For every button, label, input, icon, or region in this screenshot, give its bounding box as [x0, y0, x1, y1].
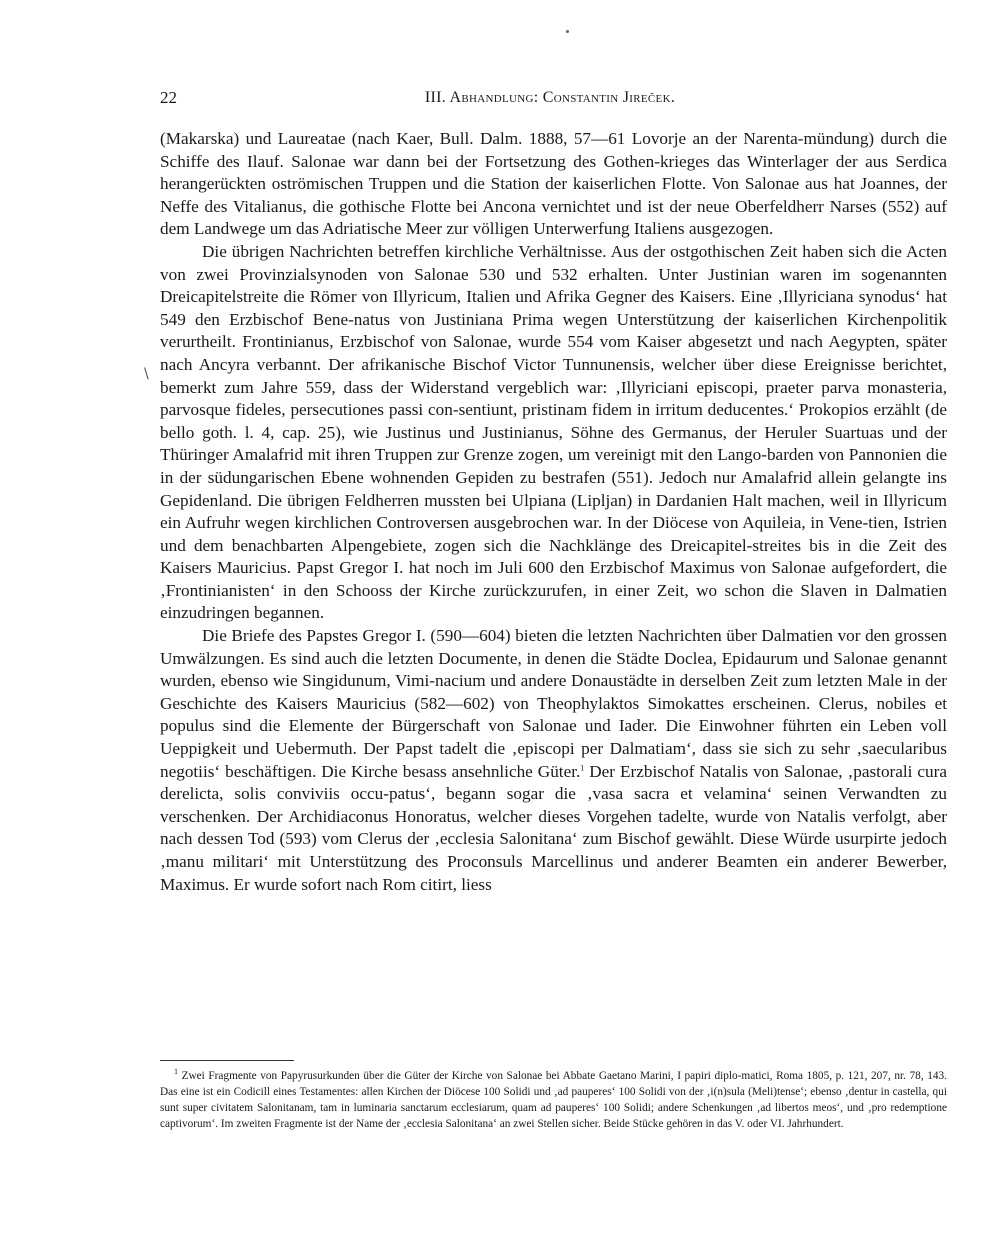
- page-number: 22: [160, 88, 177, 107]
- paragraph: (Makarska) und Laureatae (nach Kaer, Bull. Dalm. 1888, 57—61 Lovorje an der Narenta-mündung) durch die Schiffe des Ilauf. Salonae war dann bei der Fortsetzung des Gothen-krieges das Winterlager der aus Serdica herangerückten oströmischen Truppen und die Station der kaiserlichen Flotte. Von Salonae aus hat Joannes, der Neffe des Vitalianus, die gothische Flotte bei Ancona vernichtet und ist der neue Oberfeldherr Narses (552) auf dem Landwege um das Adriatische Meer zur völligen Unterwerfung Italiens ausgezogen.: [160, 129, 947, 239]
- paragraph-text: Die Briefe des Papstes Gregor I. (590—604) bieten die letzten Nachrichten über Dalmatien vor den grossen Umwälzungen. Es sind auch die letzten Documente, in denen die Städte Doclea, Epidaurum und Salonae genannt wurden, ebenso wie Singidunum, Vimi-nacium und andere Donaustädte in derselben Zeit zum letzten Male in der Geschichte des Kaisers Mauricius (582—602) von Theophylaktos Simokattes erscheinen. Clerus, nobiles et populus sind die Elemente der Bürgerschaft von Salonae und Iader. Die Einwohner führten ein Leben voll Ueppigkeit und Uebermuth. Der Papst tadelt die ‚episcopi per Dalmatiam‘, dass sie sich zu sehr ‚saecularibus negotiis‘ beschäftigen. Die Kirche besass ansehnliche Güter.: [160, 626, 947, 781]
- footnote-rule: [160, 1060, 294, 1061]
- paragraph-text-continued: Der Erzbischof Natalis von Salonae, ‚pastorali cura derelicta, solis conviviis occu-patus‘, begann sogar die ‚vasa sacra et velamina‘ seinen Verwandten zu verschenken. Der Archidiaconus Honoratus, welcher dieses Vorgehen tadelte, wurde von Natalis verfolgt, aber nach dessen Tod (593) vom Clerus der ‚ecclesia Salonitana‘ zum Bischof gewählt. Diese Würde usurpirte jedoch ‚manu militari‘ mit Unterstützung des Proconsuls Marcellinus und anderer Beamten ein anderer Bewerber, Maximus. Er wurde sofort nach Rom citirt, liess: [160, 761, 947, 894]
- footnote-marker: 1: [174, 1067, 178, 1077]
- margin-annotation-mark: \: [144, 366, 149, 382]
- stray-dot: [566, 30, 569, 33]
- paragraph: [160, 625, 947, 896]
- main-text: [160, 128, 947, 896]
- footnote-text: Zwei Fragmente von Papyrusurkunden über die Güter der Kirche von Salonae bei Abbate Gaetano Marini, I papiri diplo-matici, Roma 1805, p. 121, 207, nr. 78, 143. Das eine ist ein Codicill eines Testamentes: allen Kirchen der Diöcese 100 Solidi und ‚ad pauperes‘ 100 Solidi von der ‚i(n)sula (Meli)tense‘; ebenso ‚dentur in castella, qui sunt super civitatem Salonitanam, tam in luminaria sanctarum ecclesiarum, quam ad pauperes‘ 100 Solidi; andere Schenkungen ‚ad libertos meos‘, und ‚pro redemptione captivorum‘. Im zweiten Fragmente ist der Name der ‚ecclesia Salonitana‘ an zwei Stellen sicher. Beide Stücke gehören in das V. oder VI. Jahrhundert.: [160, 1070, 947, 1131]
- running-title: III. Abhandlung: Constantin Jireček.: [424, 89, 676, 106]
- paragraph: Die übrigen Nachrichten betreffen kirchliche Verhältnisse. Aus der ostgothischen Zeit haben sich die Acten von zwei Provinzialsynoden von Salonae 530 und 532 erhalten. Unter Justinian waren im sogenannten Dreicapitelstreite die Römer von Illyricum, Italien und Afrika Gegner des Kaisers. Eine ‚Illyriciana synodus‘ hat 549 den Erzbischof Bene-natus von Justiniana Prima wegen Unterstützung der kaiserlichen Kirchenpolitik verurtheilt. Frontinianus, Erzbischof von Salonae, wurde 554 vom Kaiser abgesetzt und nach Aegypten, später nach Ancyra verbannt. Der afrikanische Bischof Victor Tunnunensis, welcher über diese Ereignisse berichtet, bemerkt zum Jahre 559, dass der Widerstand vergeblich war: ‚Illyriciani episcopi, praeter parva monasteria, parvosque fideles, persecutiones passi con-sentiunt, pristinam fidem in irritum deducentes.‘ Prokopios erzählt (de bello goth. l. 4, cap. 25), wie Justinus und Justinianus, Söhne des Germanus, der Heruler Suartuas und der Thüringer Amalafrid mit ihren Truppen zur Grenze zogen, um vereinigt mit den Lango-barden von Pannonien die in der südungarischen Ebene wohnenden Gepiden zu bestrafen (551). Jedoch nur Amalafrid allein gelangte ins Gepidenland. Die übrigen Feldherren mussten bei Ulpiana (Lipljan) in Dardanien Halt machen, weil in Illyricum ein Aufruhr wegen kirchlichen Controversen ausgebrochen war. In der Diöcese von Aquileia, in Vene-tien, Istrien und dem benachbarten Alpengebiete, zogen sich die Nachklänge des Dreicapitel-streites bis in die Zeit des Kaisers Mauricius. Papst Gregor I. hat noch im Juli 600 den Erzbischof Maximus von Salonae aufgefordert, die ‚Frontinianisten‘ in den Schooss der Kirche zurückzurufen, in einer Zeit, wo schon die Slaven in Dalmatien einzudringen begannen.: [160, 241, 947, 623]
- footnote: [160, 1068, 947, 1132]
- footnote-reference: 1: [580, 762, 585, 772]
- page-header: [160, 88, 840, 114]
